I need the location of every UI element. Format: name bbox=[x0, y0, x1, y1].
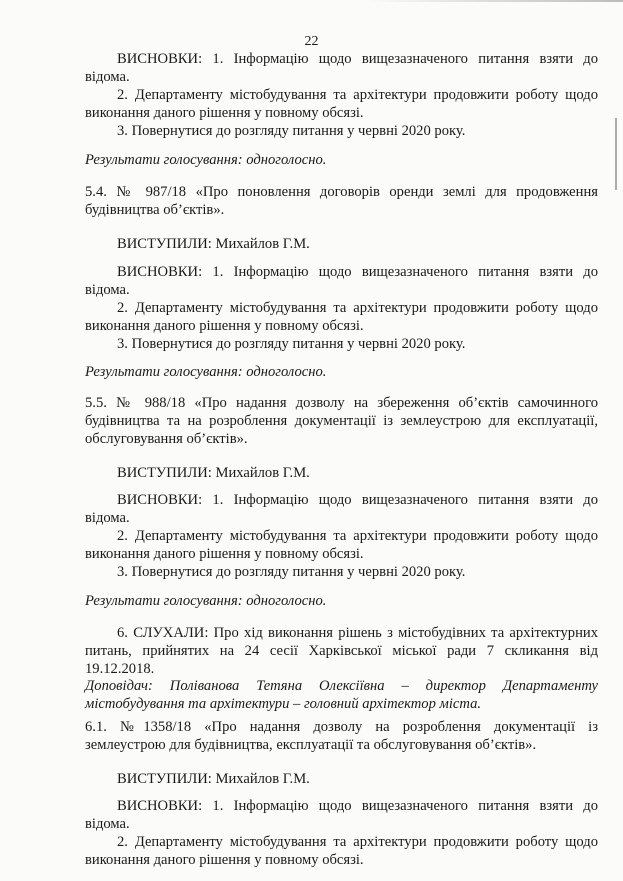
voting-results: Результати голосування: одноголосно. bbox=[85, 364, 327, 380]
agenda-item: будівництва та на розроблення документації із землеустрою для експлуатації, bbox=[85, 413, 598, 429]
agenda-item: обслуговування об’єктів». bbox=[85, 431, 248, 447]
conclusions-line: 2. Департаменту містобудування та архітектури продовжити роботу щодо bbox=[117, 87, 598, 103]
agenda-item: землеустрою для будівництва, експлуатації та обслуговування об’єктів». bbox=[85, 737, 537, 753]
conclusions-line: ВИСНОВКИ: 1. Інформацію щодо вищезазначеного питання взяти до bbox=[117, 798, 598, 814]
heard-item: 6. СЛУХАЛИ: Про хід виконання рішень з містобудівних та архітектурних bbox=[117, 625, 598, 641]
agenda-item: 6.1. №1358/18 «Про надання дозволу на розроблення документації із bbox=[85, 719, 598, 735]
voting-results: Результати голосування: одноголосно. bbox=[85, 593, 327, 609]
conclusions-line: 2. Департаменту містобудування та архітектури продовжити роботу щодо bbox=[117, 528, 598, 544]
heard-item: питань, прийнятих на 24 сесії Харківської міської ради 7 скликання від bbox=[85, 643, 598, 659]
reporter-line: Доповідач: Поліванова Тетяна Олексіївна – директор Департаменту bbox=[85, 678, 598, 694]
agenda-item: 5.5. № 988/18 «Про надання дозволу на збереження об’єктів самочинного bbox=[85, 395, 598, 411]
agenda-item: 5.4. № 987/18 «Про поновлення договорів оренди землі для продовження bbox=[85, 184, 598, 200]
conclusions-line: 2. Департаменту містобудування та архітектури продовжити роботу щодо bbox=[117, 834, 598, 850]
scan-artifact bbox=[363, 0, 623, 2]
conclusions-line: виконання даного рішення у повному обсязі. bbox=[85, 546, 364, 562]
conclusions-line: ВИСНОВКИ: 1. Інформацію щодо вищезазначеного питання взяти до bbox=[117, 51, 598, 67]
speakers-line: ВИСТУПИЛИ: Михайлов Г.М. bbox=[117, 771, 310, 787]
scan-artifact bbox=[615, 118, 617, 190]
speakers-line: ВИСТУПИЛИ: Михайлов Г.М. bbox=[117, 236, 310, 252]
conclusions-line: ВИСНОВКИ: 1. Інформацію щодо вищезазначеного питання взяти до bbox=[117, 492, 598, 508]
heard-item: 19.12.2018. bbox=[85, 661, 155, 677]
conclusions-line: 2. Департаменту містобудування та архітектури продовжити роботу щодо bbox=[117, 300, 598, 316]
conclusions-line: відома. bbox=[85, 282, 130, 298]
conclusions-line: ВИСНОВКИ: 1. Інформацію щодо вищезазначеного питання взяти до bbox=[117, 264, 598, 280]
agenda-item: будівництва об’єктів». bbox=[85, 202, 225, 218]
speakers-line: ВИСТУПИЛИ: Михайлов Г.М. bbox=[117, 465, 310, 481]
page-number: 22 bbox=[304, 34, 319, 49]
conclusions-line: виконання даного рішення у повному обсязі. bbox=[85, 318, 364, 334]
conclusions-line: виконання даного рішення у повному обсязі. bbox=[85, 852, 364, 868]
conclusions-line: виконання даного рішення у повному обсязі. bbox=[85, 105, 364, 121]
conclusions-line: відома. bbox=[85, 510, 130, 526]
conclusions-line: відома. bbox=[85, 69, 130, 85]
voting-results: Результати голосування: одноголосно. bbox=[85, 152, 327, 168]
reporter-line: містобудування та архітектури – головний архітектор міста. bbox=[85, 696, 482, 712]
conclusions-line: відома. bbox=[85, 816, 130, 832]
conclusions-line: 3. Повернутися до розгляду питання у червні 2020 року. bbox=[117, 123, 466, 139]
conclusions-line: 3. Повернутися до розгляду питання у червні 2020 року. bbox=[117, 336, 466, 352]
conclusions-line: 3. Повернутися до розгляду питання у червні 2020 року. bbox=[117, 564, 466, 580]
